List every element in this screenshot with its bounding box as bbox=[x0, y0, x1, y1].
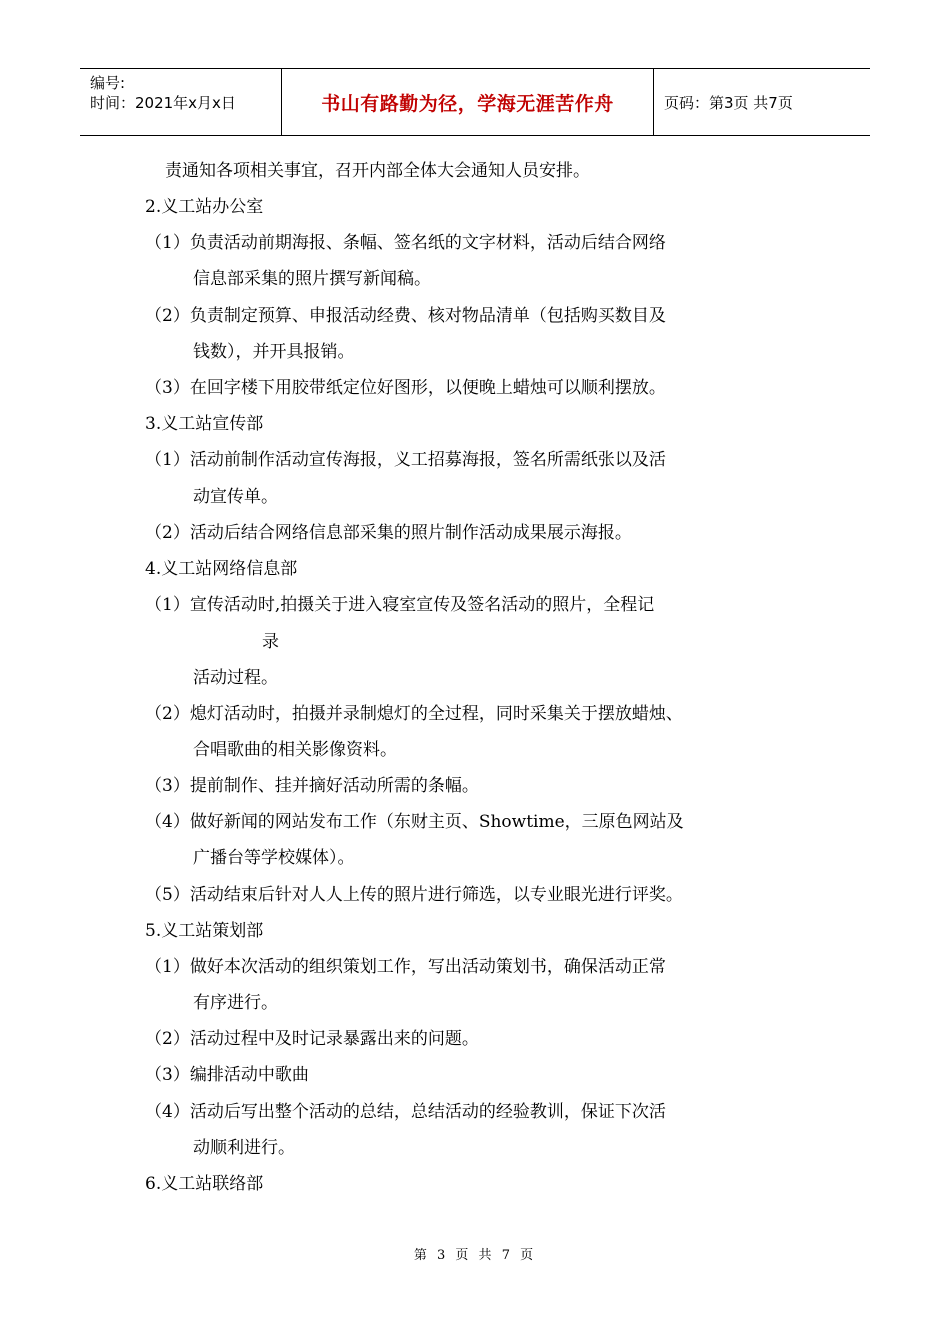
list-item: （4）活动后写出整个活动的总结，总结活动的经验教训，保证下次活 bbox=[145, 1102, 666, 1122]
header-page-info: 页码：第3页 共7页 bbox=[664, 93, 793, 112]
text-line: 责通知各项相关事宜，召开内部全体大会通知人员安排。 bbox=[165, 161, 590, 181]
section-heading: 5.义工站策划部 bbox=[145, 921, 264, 941]
text-line: 有序进行。 bbox=[193, 993, 278, 1013]
list-item: （2）活动后结合网络信息部采集的照片制作活动成果展示海报。 bbox=[145, 523, 632, 543]
section-heading: 3.义工站宣传部 bbox=[145, 414, 264, 434]
document-number-label: 编号: bbox=[90, 74, 126, 92]
list-item: （3）编排活动中歌曲 bbox=[145, 1065, 309, 1085]
text-line: 录 bbox=[262, 632, 279, 652]
text-line: 动顺利进行。 bbox=[193, 1138, 295, 1158]
list-item: （2）熄灯活动时，拍摄并录制熄灯的全过程，同时采集关于摆放蜡烛、 bbox=[145, 704, 683, 724]
list-item: （1）活动前制作活动宣传海报，义工招募海报，签名所需纸张以及活 bbox=[145, 450, 666, 470]
text-line: 钱数），并开具报销。 bbox=[193, 342, 355, 362]
text-line: 广播台等学校媒体）。 bbox=[193, 848, 355, 868]
text-line: 信息部采集的照片撰写新闻稿。 bbox=[193, 269, 431, 289]
page-footer: 第 3 页 共 7 页 bbox=[413, 1248, 537, 1263]
list-item: （3）在回字楼下用胶带纸定位好图形，以便晚上蜡烛可以顺利摆放。 bbox=[145, 378, 666, 398]
list-item: （3）提前制作、挂并摘好活动所需的条幅。 bbox=[145, 776, 479, 796]
list-item: （1）宣传活动时,拍摄关于进入寝室宣传及签名活动的照片，全程记 bbox=[145, 595, 655, 615]
list-item: （1）做好本次活动的组织策划工作，写出活动策划书，确保活动正常 bbox=[145, 957, 666, 977]
header-motto: 书山有路勤为径，学海无涯苦作舟 bbox=[282, 69, 654, 135]
list-item: （2）负责制定预算、申报活动经费、核对物品清单（包括购买数目及 bbox=[145, 306, 666, 326]
section-heading: 2.义工站办公室 bbox=[145, 197, 264, 217]
document-time-label: 时间：2021年x月x日 bbox=[90, 94, 236, 112]
list-item: （2）活动过程中及时记录暴露出来的问题。 bbox=[145, 1029, 479, 1049]
text-line: 动宣传单。 bbox=[193, 487, 278, 507]
header-meta bbox=[80, 69, 282, 135]
list-item: （5）活动结束后针对人人上传的照片进行筛选，以专业眼光进行评奖。 bbox=[145, 885, 683, 905]
text-line: 合唱歌曲的相关影像资料。 bbox=[193, 740, 397, 760]
list-item: （1）负责活动前期海报、条幅、签名纸的文字材料，活动后结合网络 bbox=[145, 233, 666, 253]
page-header bbox=[80, 68, 870, 136]
text-line: 活动过程。 bbox=[193, 668, 278, 688]
section-heading: 4.义工站网络信息部 bbox=[145, 559, 298, 579]
list-item: （4）做好新闻的网站发布工作（东财主页、Showtime，三原色网站及 bbox=[145, 812, 684, 832]
section-heading: 6.义工站联络部 bbox=[145, 1174, 264, 1194]
